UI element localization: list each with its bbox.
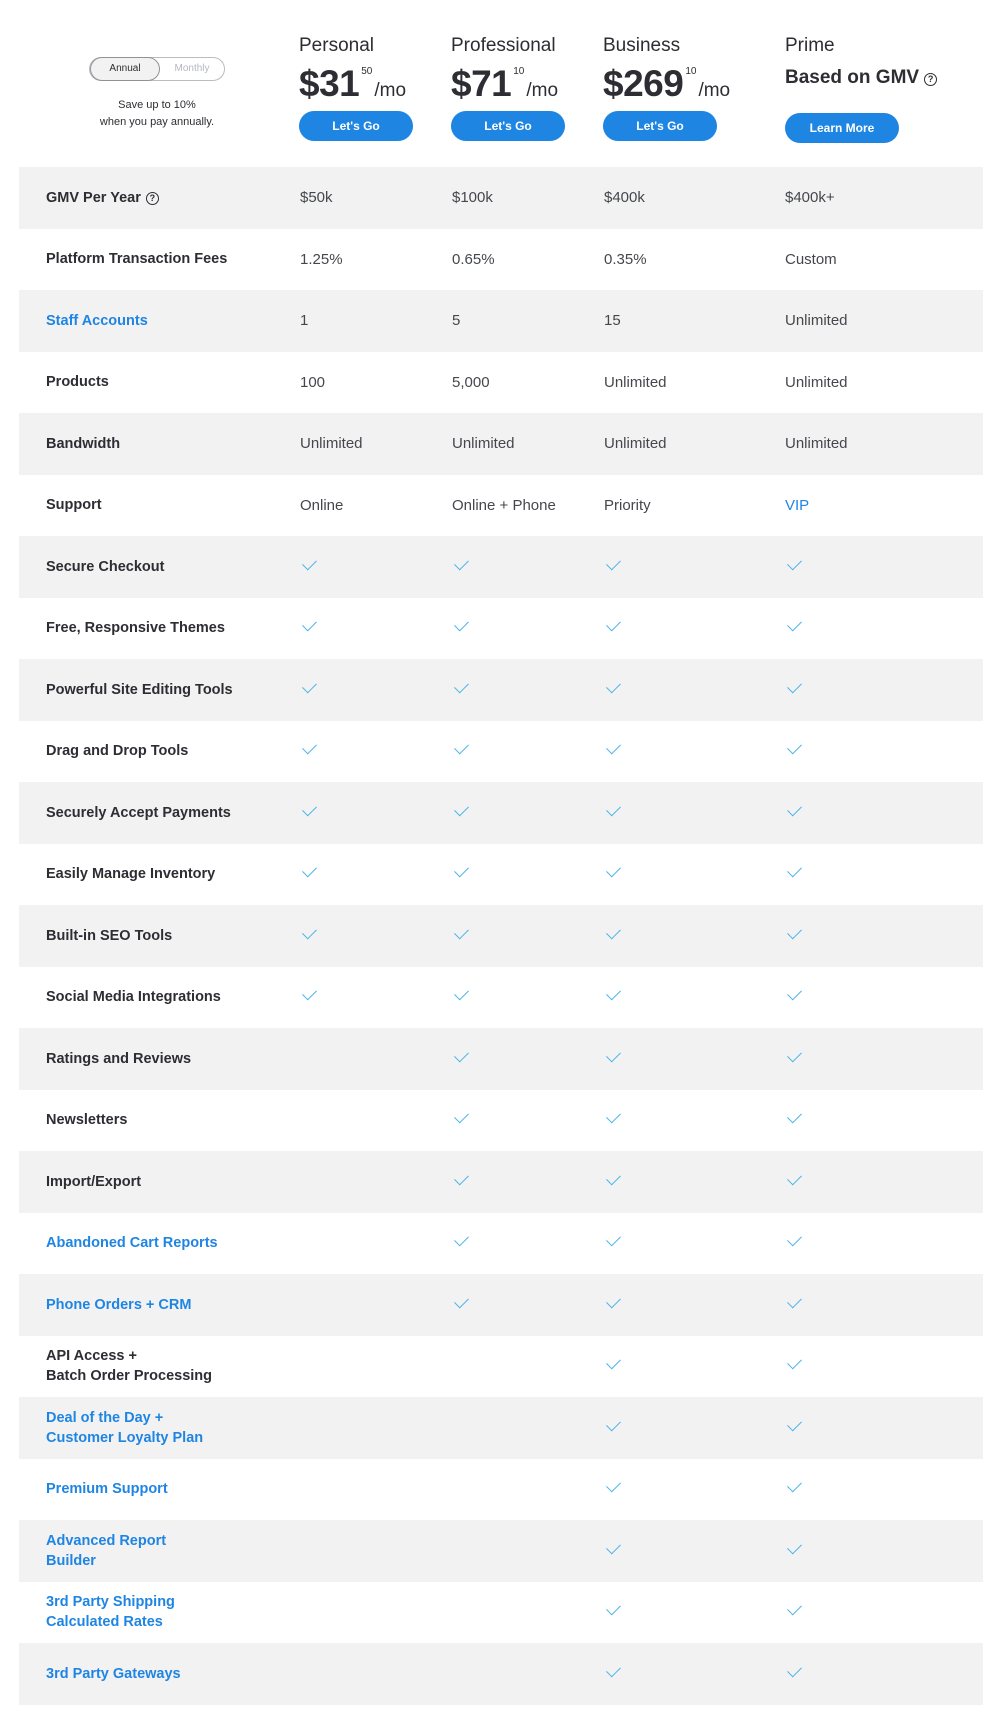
checkmark-icon [787, 863, 802, 878]
feature-label [46, 1028, 286, 1090]
checkmark-icon [606, 1109, 621, 1124]
plan-check-cell [452, 844, 468, 906]
feature-label-line: Batch Order Processing [46, 1368, 212, 1385]
plan-check-cell [785, 1582, 801, 1644]
plan-check-cell [785, 1151, 801, 1213]
checkmark-icon [606, 924, 621, 939]
table-row [19, 1336, 983, 1398]
checkmark-icon [454, 1232, 469, 1247]
billing-toggle[interactable] [89, 57, 225, 81]
feature-label [46, 721, 286, 783]
plan-check-cell [300, 536, 316, 598]
checkmark-icon [454, 740, 469, 755]
checkmark-icon [606, 555, 621, 570]
plan-check-cell [604, 1520, 620, 1582]
help-icon[interactable]: ? [924, 73, 937, 86]
feature-label[interactable] [46, 1643, 286, 1705]
plan-check-cell [604, 1213, 620, 1275]
plan-check-cell [452, 1151, 468, 1213]
feature-label-text [46, 249, 227, 269]
feature-label-line: Social Media Integrations [46, 989, 221, 1006]
plan-value-cell: 1 [300, 312, 309, 330]
checkmark-icon [454, 617, 469, 632]
lets-go-button-business[interactable]: Let's Go [603, 111, 717, 141]
plan-check-cell [604, 1582, 620, 1644]
feature-label [46, 167, 286, 229]
price-dollars: $269 [603, 63, 684, 104]
checkmark-icon [787, 1170, 802, 1185]
plan-check-cell [604, 1274, 620, 1336]
plan-check-cell [452, 1274, 468, 1336]
checkmark-icon [454, 924, 469, 939]
plan-check-cell [785, 1028, 801, 1090]
feature-label [46, 782, 286, 844]
checkmark-icon [606, 1478, 621, 1493]
table-row [19, 1520, 983, 1582]
plan-check-cell [785, 536, 801, 598]
plan-value-cell: Priority [604, 496, 651, 514]
plan-check-cell [604, 1028, 620, 1090]
checkmark-icon [302, 678, 317, 693]
checkmark-icon [454, 863, 469, 878]
checkmark-icon [787, 1047, 802, 1062]
plan-check-cell [452, 782, 468, 844]
checkmark-icon [787, 986, 802, 1001]
plan-check-cell [452, 1090, 468, 1152]
table-row [19, 782, 983, 844]
feature-label [46, 229, 286, 291]
feature-label[interactable] [46, 1459, 286, 1521]
feature-label-text [46, 1233, 218, 1253]
feature-label-text [46, 1408, 203, 1448]
feature-label-text [46, 680, 233, 700]
checkmark-icon [606, 1539, 621, 1554]
plan-value-cell: Custom [785, 250, 837, 268]
help-icon[interactable]: ? [146, 192, 159, 205]
plan-check-cell [300, 782, 316, 844]
checkmark-icon [606, 1355, 621, 1370]
feature-label[interactable] [46, 290, 286, 352]
feature-label-text [46, 1531, 166, 1571]
plan-value-cell: $50k [300, 189, 333, 207]
feature-label[interactable] [46, 1582, 286, 1644]
feature-label-text [46, 1295, 191, 1315]
feature-label-line: API Access + [46, 1348, 137, 1365]
checkmark-icon [454, 1047, 469, 1062]
plan-check-cell [604, 1336, 620, 1398]
plan-check-cell [785, 844, 801, 906]
plan-value-cell: Unlimited [604, 373, 667, 391]
feature-label-line: Premium Support [46, 1481, 168, 1498]
plan-check-cell [785, 1336, 801, 1398]
feature-label-text [46, 434, 120, 454]
checkmark-icon [302, 617, 317, 632]
feature-label-line: GMV Per Year [46, 189, 141, 206]
checkmark-icon [302, 801, 317, 816]
plan-check-cell [604, 905, 620, 967]
table-row [19, 1213, 983, 1275]
plan-check-cell [300, 844, 316, 906]
feature-label-line: Staff Accounts [46, 312, 148, 329]
feature-label-line: Easily Manage Inventory [46, 866, 216, 883]
feature-label[interactable] [46, 1213, 286, 1275]
lets-go-button-professional[interactable]: Let's Go [451, 111, 565, 141]
lets-go-button-personal[interactable]: Let's Go [299, 111, 413, 141]
annual-savings-note [74, 97, 240, 131]
feature-label-text [46, 372, 109, 392]
feature-label[interactable] [46, 1274, 286, 1336]
plan-check-cell [785, 659, 801, 721]
table-row [19, 1090, 983, 1152]
checkmark-icon [606, 1416, 621, 1431]
checkmark-icon [302, 924, 317, 939]
feature-label-line: Secure Checkout [46, 558, 165, 575]
checkmark-icon [787, 555, 802, 570]
checkmark-icon [787, 740, 802, 755]
feature-label [46, 352, 286, 414]
feature-label-line: Powerful Site Editing Tools [46, 681, 233, 698]
plan-check-cell [452, 1028, 468, 1090]
feature-label[interactable] [46, 1397, 286, 1459]
plan-value-cell: 15 [604, 312, 621, 330]
feature-label-line: Bandwidth [46, 435, 121, 452]
feature-label-text [46, 1346, 212, 1386]
checkmark-icon [606, 1601, 621, 1616]
plan-check-cell [604, 1090, 620, 1152]
feature-label-line: Free, Responsive Themes [46, 620, 225, 637]
plan-check-cell [452, 721, 468, 783]
feature-label [46, 1151, 286, 1213]
checkmark-icon [302, 986, 317, 1001]
feature-label-line: Support [46, 497, 102, 514]
checkmark-icon [454, 801, 469, 816]
plan-professional [451, 34, 565, 141]
plan-check-cell [604, 1397, 620, 1459]
feature-label-text [46, 864, 215, 884]
feature-label-line: Phone Orders + CRM [46, 1296, 192, 1313]
feature-label [46, 844, 286, 906]
feature-label-line: Platform Transaction Fees [46, 251, 228, 268]
feature-label [46, 598, 286, 660]
feature-label-text [46, 803, 231, 823]
plan-personal [299, 34, 413, 141]
plan-check-cell [604, 536, 620, 598]
feature-label-line: Abandoned Cart Reports [46, 1235, 218, 1252]
feature-label-line: 3rd Party Gateways [46, 1665, 181, 1682]
table-row [19, 659, 983, 721]
plan-value-cell[interactable]: VIP [785, 496, 810, 514]
plan-name: Business [603, 35, 681, 56]
plan-check-cell [785, 1274, 801, 1336]
table-row [19, 967, 983, 1029]
savings-line-1: Save up to 10% [118, 99, 196, 111]
feature-label-text [46, 1479, 168, 1499]
plan-check-cell [604, 782, 620, 844]
checkmark-icon [787, 678, 802, 693]
plan-check-cell [785, 721, 801, 783]
gmv-price-text: Based on GMV [785, 67, 920, 88]
plan-check-cell [452, 659, 468, 721]
plan-check-cell [785, 1643, 801, 1705]
learn-more-button[interactable]: Learn More [785, 113, 899, 143]
feature-label-text [46, 1049, 191, 1069]
feature-label-text [46, 1110, 127, 1130]
plan-prime [785, 34, 937, 143]
plan-check-cell [785, 1397, 801, 1459]
plan-value-cell: Unlimited [300, 435, 363, 453]
feature-label-text [46, 311, 148, 331]
table-row [19, 1582, 983, 1644]
annual-option[interactable]: Annual [90, 57, 160, 81]
feature-label-text [46, 495, 102, 515]
plan-value-cell: Unlimited [604, 435, 667, 453]
feature-label-line: Newsletters [46, 1112, 128, 1129]
plan-value-cell: 0.65% [452, 250, 495, 268]
price-cents: 10 [685, 66, 697, 77]
feature-label[interactable] [46, 1520, 286, 1582]
checkmark-icon [606, 863, 621, 878]
checkmark-icon [454, 986, 469, 1001]
checkmark-icon [787, 1539, 802, 1554]
feature-label-line: Advanced Report [46, 1532, 167, 1549]
feature-label [46, 967, 286, 1029]
plan-name: Professional [451, 35, 556, 56]
plan-check-cell [604, 1643, 620, 1705]
price-dollars: $71 [451, 63, 512, 104]
table-row [19, 167, 983, 229]
plan-value-cell: $400k [604, 189, 645, 207]
checkmark-icon [787, 924, 802, 939]
plan-check-cell [785, 1459, 801, 1521]
plan-check-cell [452, 598, 468, 660]
price-period: /mo [698, 80, 731, 101]
feature-label-line: Securely Accept Payments [46, 804, 231, 821]
checkmark-icon [606, 1170, 621, 1185]
plan-check-cell [604, 598, 620, 660]
checkmark-icon [787, 1109, 802, 1124]
checkmark-icon [606, 1293, 621, 1308]
checkmark-icon [787, 1355, 802, 1370]
plan-check-cell [785, 782, 801, 844]
feature-label-line: 3rd Party Shipping [46, 1594, 175, 1611]
checkmark-icon [787, 617, 802, 632]
plan-price-gmv [785, 64, 937, 112]
plan-check-cell [452, 905, 468, 967]
plan-check-cell [785, 1520, 801, 1582]
checkmark-icon [787, 1478, 802, 1493]
checkmark-icon [787, 1293, 802, 1308]
feature-label-text [46, 926, 172, 946]
plan-value-cell: Unlimited [785, 312, 848, 330]
pricing-header [0, 0, 998, 168]
feature-label-text [46, 987, 221, 1007]
plan-check-cell [300, 905, 316, 967]
feature-label-line: Builder [46, 1552, 96, 1569]
checkmark-icon [787, 1416, 802, 1431]
feature-label-text [46, 1664, 181, 1684]
feature-label-line: Calculated Rates [46, 1614, 163, 1631]
plan-value-cell: Unlimited [452, 435, 515, 453]
table-row [19, 721, 983, 783]
checkmark-icon [606, 1232, 621, 1247]
checkmark-icon [606, 617, 621, 632]
plan-check-cell [452, 967, 468, 1029]
checkmark-icon [454, 1170, 469, 1185]
feature-label-text [46, 1172, 141, 1192]
plan-check-cell [300, 598, 316, 660]
feature-label [46, 905, 286, 967]
plan-value-cell: 5,000 [452, 373, 490, 391]
checkmark-icon [606, 1662, 621, 1677]
table-row [19, 1459, 983, 1521]
table-row [19, 598, 983, 660]
plan-check-cell [785, 967, 801, 1029]
plan-value-cell: $400k+ [785, 189, 835, 207]
feature-label-text [46, 741, 188, 761]
table-row [19, 1274, 983, 1336]
table-row [19, 413, 983, 475]
plan-check-cell [300, 721, 316, 783]
plan-value-cell: 0.35% [604, 250, 647, 268]
checkmark-icon [787, 1232, 802, 1247]
plan-check-cell [785, 905, 801, 967]
plan-name: Prime [785, 35, 835, 56]
plan-check-cell [604, 844, 620, 906]
checkmark-icon [454, 555, 469, 570]
plan-check-cell [604, 1459, 620, 1521]
checkmark-icon [302, 740, 317, 755]
checkmark-icon [606, 986, 621, 1001]
monthly-option[interactable]: Monthly [174, 63, 210, 74]
table-row [19, 290, 983, 352]
checkmark-icon [454, 1109, 469, 1124]
feature-label [46, 1336, 286, 1398]
plan-check-cell [300, 659, 316, 721]
plan-value-cell: Unlimited [785, 435, 848, 453]
feature-label [46, 475, 286, 537]
table-row [19, 1151, 983, 1213]
plan-check-cell [300, 967, 316, 1029]
checkmark-icon [606, 1047, 621, 1062]
feature-label [46, 659, 286, 721]
feature-label-line: Products [46, 374, 109, 391]
feature-label-line: Ratings and Reviews [46, 1050, 192, 1067]
plan-price [603, 62, 730, 110]
feature-label-line: Import/Export [46, 1173, 142, 1190]
plan-value-cell: Online + Phone [452, 496, 556, 514]
feature-label-line: Deal of the Day + [46, 1409, 164, 1426]
table-row [19, 844, 983, 906]
plan-check-cell [785, 1213, 801, 1275]
feature-label-line: Customer Loyalty Plan [46, 1429, 204, 1446]
plan-value-cell: 100 [300, 373, 326, 391]
plan-price [299, 62, 413, 110]
table-row [19, 229, 983, 291]
plan-value-cell: 1.25% [300, 250, 343, 268]
table-row [19, 352, 983, 414]
checkmark-icon [302, 555, 317, 570]
table-row [19, 475, 983, 537]
price-period: /mo [526, 80, 559, 101]
plan-check-cell [604, 659, 620, 721]
plan-business [603, 34, 730, 141]
feature-comparison-table [19, 167, 983, 1705]
checkmark-icon [606, 740, 621, 755]
table-row [19, 905, 983, 967]
checkmark-icon [787, 1601, 802, 1616]
feature-label-text [46, 188, 159, 208]
plan-check-cell [452, 1213, 468, 1275]
table-row [19, 1028, 983, 1090]
price-dollars: $31 [299, 63, 360, 104]
feature-label-text [46, 1592, 175, 1632]
feature-label-line: Built-in SEO Tools [46, 927, 173, 944]
checkmark-icon [606, 678, 621, 693]
price-cents: 50 [361, 66, 373, 77]
feature-label-line: Drag and Drop Tools [46, 743, 189, 760]
feature-label [46, 1090, 286, 1152]
plan-check-cell [604, 721, 620, 783]
plan-check-cell [604, 967, 620, 1029]
checkmark-icon [787, 1662, 802, 1677]
table-row [19, 1643, 983, 1705]
price-cents: 10 [513, 66, 525, 77]
checkmark-icon [606, 801, 621, 816]
plan-check-cell [785, 1090, 801, 1152]
checkmark-icon [302, 863, 317, 878]
feature-label [46, 536, 286, 598]
table-row [19, 536, 983, 598]
checkmark-icon [787, 801, 802, 816]
checkmark-icon [454, 678, 469, 693]
plan-check-cell [452, 536, 468, 598]
feature-label [46, 413, 286, 475]
plan-value-cell: Unlimited [785, 373, 848, 391]
plan-value-cell: 5 [452, 312, 461, 330]
plan-value-cell: $100k [452, 189, 493, 207]
feature-label-text [46, 557, 164, 577]
feature-label-text [46, 618, 225, 638]
savings-line-2: when you pay annually. [99, 116, 215, 128]
plan-check-cell [785, 598, 801, 660]
table-row [19, 1397, 983, 1459]
plan-name: Personal [299, 35, 374, 56]
plan-value-cell: Online [300, 496, 344, 514]
checkmark-icon [454, 1293, 469, 1308]
plan-price [451, 62, 565, 110]
plan-check-cell [604, 1151, 620, 1213]
price-period: /mo [374, 80, 407, 101]
